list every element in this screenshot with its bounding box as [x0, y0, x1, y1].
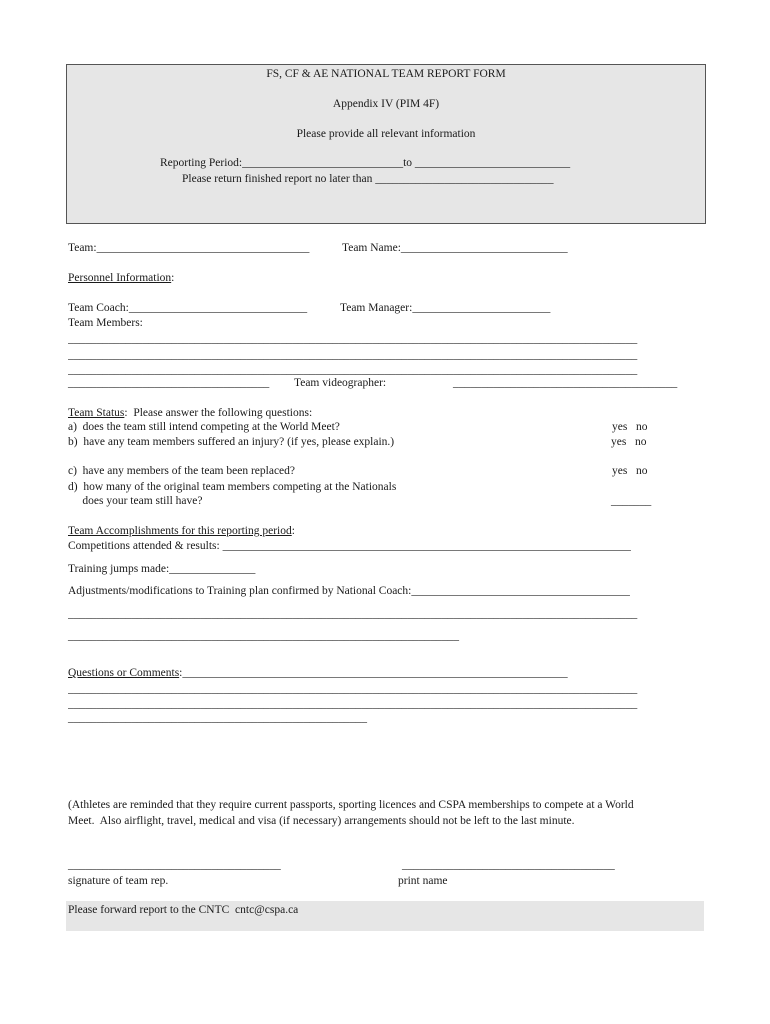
question-b: b) have any team members suffered an injury? (if yes, please explain.) [68, 436, 395, 448]
form-title: FS, CF & AE NATIONAL TEAM REPORT FORM [266, 68, 506, 80]
team-members-line-3[interactable]: ___________________________________________________________________________________________________ [68, 364, 638, 376]
adjustments-line-1[interactable]: ___________________________________________________________________________________________________ [68, 608, 638, 620]
questions-line-2[interactable]: ___________________________________________________________________________________________________ [68, 698, 638, 710]
personnel-heading: Personnel Information: [68, 272, 175, 284]
header-box [66, 64, 706, 224]
accomplishments-heading: Team Accomplishments for this reporting period: [68, 525, 295, 537]
team-coach-field[interactable]: Team Coach:_______________________________ [68, 302, 308, 314]
reporting-period-field[interactable]: Reporting Period:____________________________to ___________________________ [160, 157, 571, 169]
instruction-text: Please provide all relevant information [296, 128, 476, 140]
appendix-label: Appendix IV (PIM 4F) [332, 98, 440, 110]
signature-field[interactable]: _____________________________________ [68, 859, 281, 871]
question-c: c) have any members of the team been replaced? [68, 465, 296, 477]
questions-line-1[interactable]: ___________________________________________________________________________________________________ [68, 683, 638, 695]
question-a-yes-no[interactable]: yes no [612, 421, 648, 433]
forward-instruction: Please forward report to the CNTC cntc@cspa.ca [68, 904, 299, 916]
competitions-field[interactable]: Competitions attended & results: _______________________________________________________________________ [68, 540, 631, 552]
question-b-yes-no[interactable]: yes no [611, 436, 647, 448]
training-jumps-field[interactable]: Training jumps made:_______________ [68, 563, 256, 575]
questions-line-3[interactable]: ____________________________________________________ [68, 712, 367, 724]
question-d-line-2: does your team still have? [68, 495, 203, 507]
print-name-field[interactable]: _____________________________________ [402, 859, 615, 871]
print-name-label: print name [398, 875, 448, 887]
question-a: a) does the team still intend competing at the World Meet? [68, 421, 340, 433]
videographer-label: Team videographer: [294, 377, 387, 389]
question-d-line-1: d) how many of the original team members competing at the Nationals [68, 481, 397, 493]
return-by-field[interactable]: Please return finished report no later than _______________________________ [182, 173, 554, 185]
team-members-label: Team Members: [68, 317, 143, 329]
team-status-heading: Team Status: Please answer the following questions: [68, 407, 313, 419]
question-d-answer-field[interactable]: _______ [611, 495, 652, 507]
notice-line-2: Meet. Also airflight, travel, medical and visa (if necessary) arrangements should not be left to the last minute. [68, 815, 575, 827]
question-c-yes-no[interactable]: yes no [612, 465, 648, 477]
team-field[interactable]: Team:_____________________________________ [68, 242, 310, 254]
videographer-field[interactable]: _______________________________________ [453, 377, 678, 389]
notice-line-1: (Athletes are reminded that they require current passports, sporting licences and CSPA memberships to compete at a World [68, 799, 634, 811]
adjustments-field[interactable]: Adjustments/modifications to Training plan confirmed by National Coach:______________________________________ [68, 585, 630, 597]
adjustments-line-2[interactable]: ____________________________________________________________________ [68, 630, 459, 642]
questions-heading[interactable]: Questions or Comments:___________________________________________________________________ [68, 667, 568, 679]
videographer-prefix-line[interactable]: ___________________________________ [68, 377, 270, 389]
team-members-line-1[interactable]: ___________________________________________________________________________________________________ [68, 333, 638, 345]
team-name-field[interactable]: Team Name:_____________________________ [342, 242, 568, 254]
team-manager-field[interactable]: Team Manager:________________________ [340, 302, 551, 314]
team-members-line-2[interactable]: ___________________________________________________________________________________________________ [68, 349, 638, 361]
signature-label: signature of team rep. [68, 875, 169, 887]
